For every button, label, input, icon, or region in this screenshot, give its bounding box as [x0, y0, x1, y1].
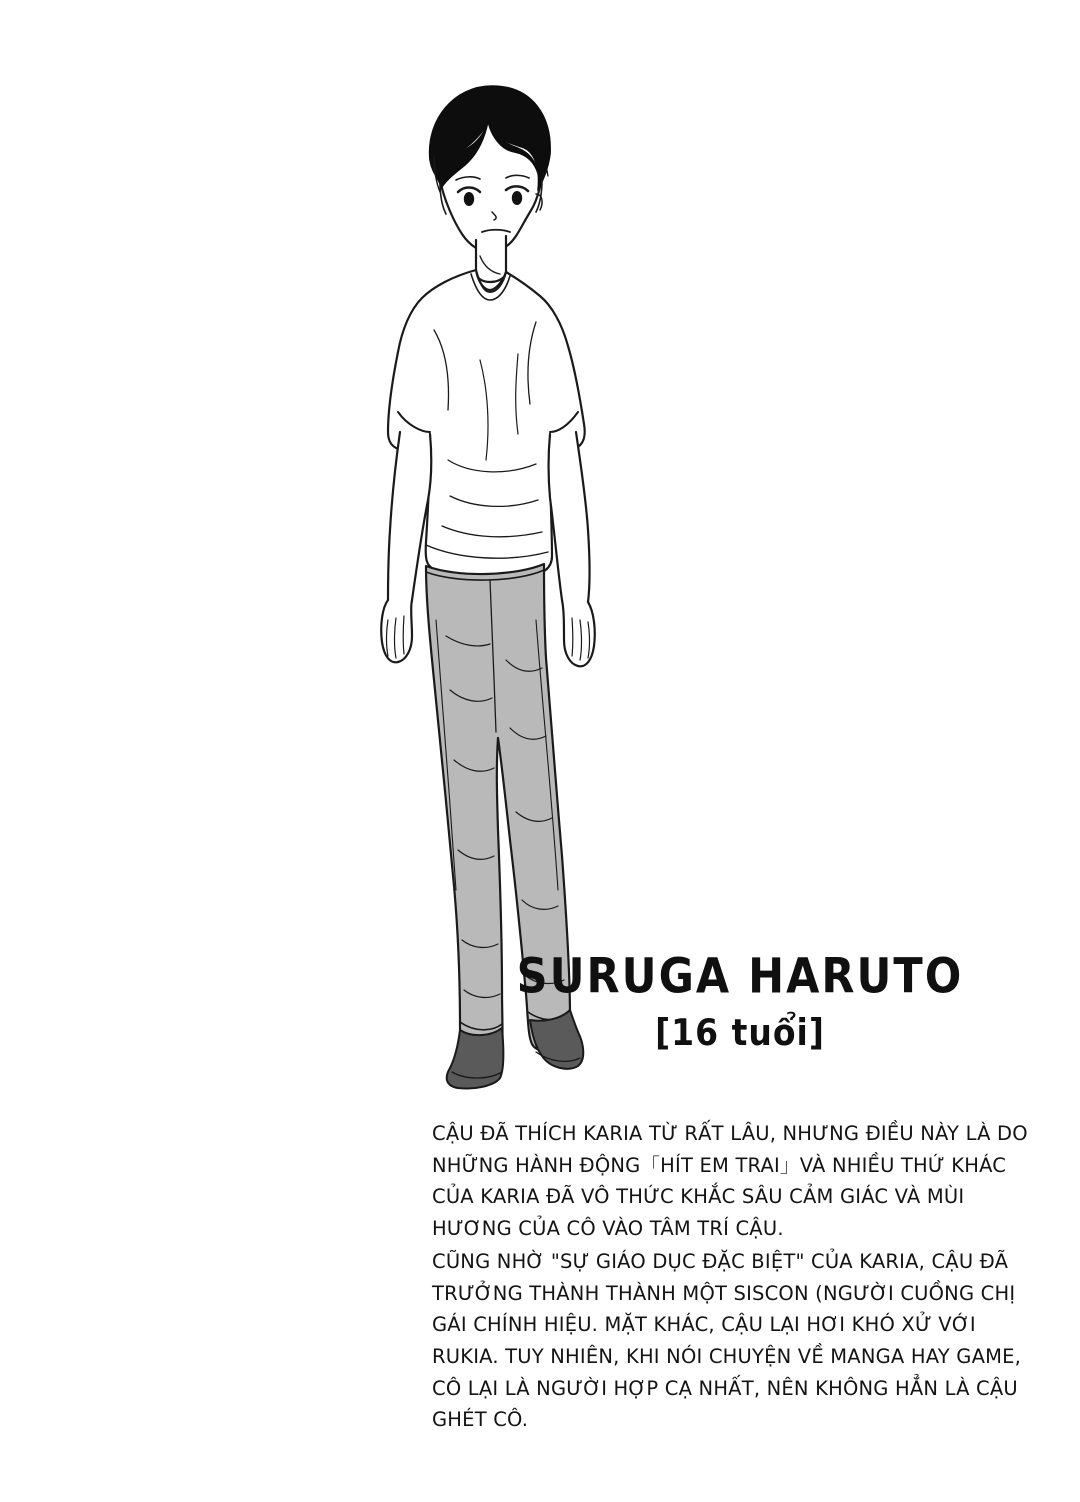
description-paragraph-2: CŨNG NHỜ "SỰ GIÁO DỤC ĐẶC BIỆT" CỦA KARIA, CẬU ĐÃ TRƯỞNG THÀNH THÀNH MỘT SISCON (NGƯỜI CUỒNG CHỊ GÁI CHÍNH HIỆU. MẶT KHÁC, CẬU LẠI HƠI KHÓ XỬ VỚI RUKIA. TUY NHIÊN, KHI NÓI CHUYỆN VỀ MANGA HAY GAME, CÔ LẠI LÀ NGƯỜI HỢP CẠ NHẤT, NÊN KHÔNG HẲN LÀ CẬU GHÉT CÔ.	[432, 1250, 1022, 1432]
character-svg	[330, 60, 660, 1100]
character-age: [16 tuổi]	[655, 1011, 825, 1055]
character-name: SURUGA HARUTO	[516, 948, 964, 1005]
description-paragraph-1: CẬU ĐÃ THÍCH KARIA TỪ RẤT LÂU, NHƯNG ĐIỀU NÀY LÀ DO NHỮNG HÀNH ĐỘNG「HÍT EM TRAI」VÀ NHIỀU THỨ KHÁC CỦA KARIA ĐÃ VÔ THỨC KHẮC SÂU CẢM GIÁC VÀ MÙI HƯƠNG CỦA CÔ VÀO TÂM TRÍ CẬU.	[432, 1122, 1028, 1240]
character-name-block	[430, 948, 1050, 1055]
character-description	[432, 1118, 1028, 1436]
character-illustration	[330, 60, 660, 1100]
